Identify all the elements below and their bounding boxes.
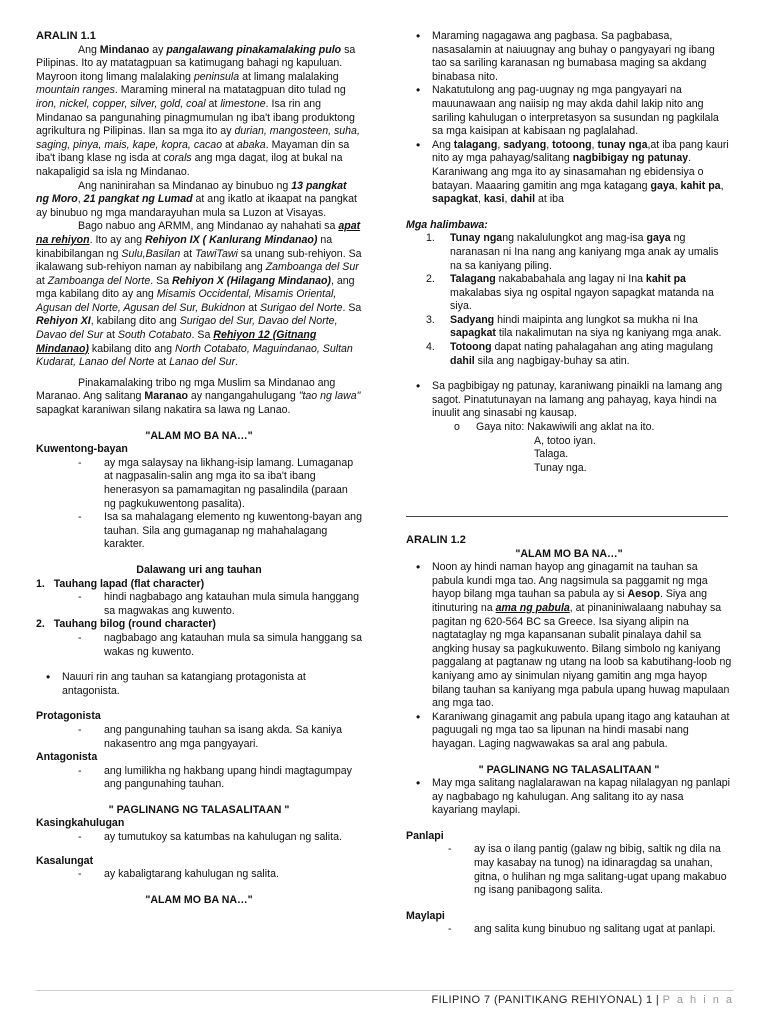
paragraph-inhabitants: Ang naninirahan sa Mindanao ay binubuo ng 13 pangkat ng Moro, 21 pangkat ng Lumad at ang ikatlo at ikaapat na pangkat ay binubuo ng mga mandarayuhan mula sa Luzon at Visayas. <box>36 179 357 219</box>
list-item: - ay mga salaysay na likhang-isip lamang. Lumaganap at nagpasalin-salin ang mga ito sa iba't ibang henerasyon sa pamamagitan ng pasalindila (paraan ng pagkukuwentong pasalita). <box>36 457 362 511</box>
maylapi-bullet-list <box>406 777 732 818</box>
paragraph-maranao: Pinakamalaking tribo ng mga Muslim sa Mindanao ang Maranao. Ang salitang Maranao ay nangangahulugang "tao ng lawa" sapagkat karaniwan silang nakatira sa lawa ng Lanao. <box>36 376 361 417</box>
right-column <box>406 30 732 475</box>
section-divider <box>406 516 728 517</box>
paragraph-regions: Bago nabuo ang ARMM, ang Mindanao ay nahahati sa apat na rehiyon. Ito ay ang Rehiyon IX ( Kanlurang Mindanao) na kinabibilangan ng Sulu,Basilan at TawiTawi sa unang sub-rehiyon. Sa ikalawang sub-rehiyon naman ay nabibilang ang Zamboanga del Sur at Zamboanga del Norte. Sa Rehiyon X (Hilagang Mindanao), ang mga kabilang dito ay ang Misamis Occidental, Misamis Oriental, Agusan del Norte, Agusan del Sur, Bukidnon at Surigao del Norte. Sa Rehiyon XI, kabilang dito ang Surigao del Sur, Davao del Norte, Davao del Sur at South Cotabato. Sa Rehiyon 12 (Gitnang Mindanao) kabilang dito ang North Cotabato, Maguindanao, Sultan Kudarat, Lanao del Norte at Lanao del Sur. <box>36 220 362 369</box>
alam-mo-ba-heading-2: "ALAM MO BA NA…" <box>145 893 253 906</box>
kuwentong-bayan-heading: Kuwentong-bayan <box>36 443 128 456</box>
antagonista-heading: Antagonista <box>36 751 98 764</box>
pagbasa-bullet-list <box>406 30 732 207</box>
page-footer <box>431 994 734 1006</box>
tauhang-lapad-list <box>36 591 362 618</box>
kuwentong-bayan-list <box>36 457 362 552</box>
list-item: - Isa sa mahalagang elemento ng kuwentong-bayan ang tauhan. Sila ang gumaganap ng mahahalagang karakter. <box>36 511 362 552</box>
footer-page-label: P a h i n a <box>662 994 734 1006</box>
maylapi-list <box>406 923 732 937</box>
list-item: • May mga salitang naglalarawan na kapag nilalagyan ng panlapi ay nagbabago ng kahulugan. Ang salitang ito ay nasa kayariang maylapi. <box>406 777 732 818</box>
alam-mo-ba-heading: "ALAM MO BA NA…" <box>145 429 253 442</box>
list-item: • Karaniwang ginagamit ang pabula upang itago ang katauhan at paguugali ng mga tao sa lipunan na hindi masabi nang hayagan. Laging nagwawakas sa aral ang pabula. <box>406 711 732 752</box>
gaya-nito-line: o Gaya nito: Nakawiwili ang aklat na ito. <box>454 421 655 434</box>
pabula-bullet-list <box>406 561 732 751</box>
sample-answer: Talaga. <box>534 448 569 461</box>
list-item: - ay kabaligtarang kahulugan ng salita. <box>36 868 362 882</box>
patunay-bullet-list <box>406 380 732 421</box>
footer-text: FILIPINO 7 (PANITIKANG REHIYONAL) 1 | <box>431 994 663 1006</box>
mga-halimbawa-heading: Mga halimbawa: <box>406 218 488 231</box>
list-item: • Maraming nagagawa ang pagbasa. Sa pagbabasa, nasasalamin at naiuugnay ang buhay o pangyayari ng ibang tao sa sariling karanasan ng bumabasa maging sa akdang binabasa nito. <box>406 30 732 84</box>
list-item: 3. Sadyang hindi maipinta ang lungkot sa mukha ni Ina sapagkat tila nakalimutan na siya ng kaniyang mga anak. <box>426 313 722 340</box>
list-item: • Nakatutulong ang pag-uugnay ng mga pangyayari na mauunawaan ang naiisip ng may akda dahil lakip nito ang sariling kahulugan o interpretasyon sa susundan ng pagkilala sa mga kaisipan at kabisaan ng paglalahad. <box>406 84 732 138</box>
list-item: 1. Tunay ngang nakalulungkot ang mag-isa gaya ng naranasan ni Ina nang ang kaniyang mga anak ay umalis na sa kaniyang piling. <box>426 232 719 272</box>
protagonista-heading: Protagonista <box>36 710 101 723</box>
halimbawa-list <box>406 232 732 368</box>
paglinang-heading-2: " PAGLINANG NG TALASALITAAN " <box>478 763 660 776</box>
tauhang-bilog-list <box>36 632 362 659</box>
tauhang-bilog-heading: 2. Tauhang bilog (round character) <box>36 618 216 631</box>
panlapi-heading: Panlapi <box>406 829 444 842</box>
left-column <box>36 30 362 907</box>
list-item: - ang salita kung binubuo ng salitang ugat at panlapi. <box>406 923 732 937</box>
alam-mo-ba-heading-3: "ALAM MO BA NA…" <box>515 547 623 560</box>
list-item: - ang lumilikha ng hakbang upang hindi magtagumpay ang pangunahing tauhan. <box>36 765 362 792</box>
kasingkahulugan-heading: Kasingkahulugan <box>36 817 125 830</box>
dalawang-uri-heading: Dalawang uri ang tauhan <box>136 563 262 576</box>
maylapi-heading: Maylapi <box>406 909 445 922</box>
list-item: - ay isa o ilang pantig (galaw ng bibig, saltik ng dila na may kasabay na tunog) na idinaragdag sa unahan, gitna, o hulihan ng mga salitang-ugat upang makabuo ng isang panibagong salita. <box>406 843 732 897</box>
list-item: - hindi nagbabago ang katauhan mula simula hanggang sa magwakas ang kuwento. <box>36 591 362 618</box>
protagonista-list <box>36 724 362 751</box>
sample-answer: Tunay nga. <box>534 461 587 474</box>
list-item: 2. Talagang nakababahala ang lagay ni Ina kahit pa makalabas siya ng ospital ngayon sapagkat matanda na siya. <box>426 273 714 313</box>
tauhang-lapad-heading: 1. Tauhang lapad (flat character) <box>36 577 205 590</box>
kasalungat-heading: Kasalungat <box>36 854 94 867</box>
antagonista-list <box>36 765 362 792</box>
list-item: • Sa pagbibigay ng patunay, karaniwang pinaikli na lamang ang sagot. Pinatutunayan na lamang ang pahayag, kaya hindi na inuulit ang sinasabi ng kausap. <box>406 380 732 421</box>
right-column-lesson-2 <box>406 534 732 937</box>
sample-answer: A, totoo iyan. <box>534 434 596 447</box>
lesson-title-1-1: ARALIN 1.1 <box>36 30 96 42</box>
kasalungat-list <box>36 868 362 882</box>
panlapi-list <box>406 843 732 897</box>
list-item: • Ang talagang, sadyang, totoong, tunay nga,at iba pang kauri nito ay mga pahayag/salitang nagbibigay ng patunay. Karaniwang ang mga ito ay sinasamahan ng ebidensiya o batayan. Maaaring gamitin ang mga katagang gaya, kahit pa, sapagkat, kasi, dahil at iba <box>406 139 732 207</box>
list-item: • Nauuri rin ang tauhan sa katangiang protagonista at antagonista. <box>36 671 362 698</box>
list-item: - nagbabago ang katauhan mula sa simula hanggang sa wakas ng kuwento. <box>36 632 362 659</box>
nauuri-bullet-list <box>36 671 362 698</box>
intro-paragraph-mindanao: Ang Mindanao ay pangalawang pinakamalaking pulo sa Pilipinas. Ito ay matatagpuan sa katimugang bahagi ng kapuluan. Mayroon itong limang malalaking peninsula at limang malalaking mountain ranges. Maraming mineral na matatagpuan dito tulad ng iron, nickel, copper, silver, gold, coal at limestone. Isa rin ang Mindanao sa pangunahing pinagmumulan ng iba't ibang produktong agrikultura ng Pilipinas. Ilan sa mga ito ay durian, mangosteen, suha, saging, pinya, mais, kape, kopra, cacao at abaka. Mayaman din sa iba't ibang klase ng isda at corals ang mga dagat, ilog at bukal na nakapaligid sa isla ng Mindanao. <box>36 43 360 178</box>
footer-divider <box>36 990 734 991</box>
list-item: - ay tumutukoy sa katumbas na kahulugan ng salita. <box>36 831 362 845</box>
kasingkahulugan-list <box>36 831 362 845</box>
lesson-title-1-2: ARALIN 1.2 <box>406 534 466 546</box>
list-item: • Noon ay hindi naman hayop ang ginagamit na tauhan sa pabula kundi mga tao. Ang nagsimula sa paggamit ng mga hayop bilang mga tauhan sa pabula ay si Aesop. Siya ang itinuturing na ama ng pabula, at pinaniniwalaang nabuhay sa pagitan ng 620-564 BC sa Greece. Isa siyang alipin na nagtataglay ng mga kapansanan subalit pinalaya dahil sa angking husay sa pagkukuwento. Bilang simbolo ng kaniyang paggalang at pagtanaw ng utang na loob sa kabutihang-loob ng kaniyang amo ay sinimulan niyang gamitin ang mga hayop bilang tauhan sa kaniyang mga pabula upang huwag mapulaan ang mga tao. <box>406 561 732 711</box>
list-item: - ang pangunahing tauhan sa isang akda. Sa kaniya nakasentro ang mga pangyayari. <box>36 724 362 751</box>
list-item: 4. Totoong dapat nating pahalagahan ang ating magulang dahil sila ang nagbigay-buhay sa atin. <box>426 341 714 367</box>
paglinang-heading: " PAGLINANG NG TALASALITAAN " <box>108 803 290 816</box>
